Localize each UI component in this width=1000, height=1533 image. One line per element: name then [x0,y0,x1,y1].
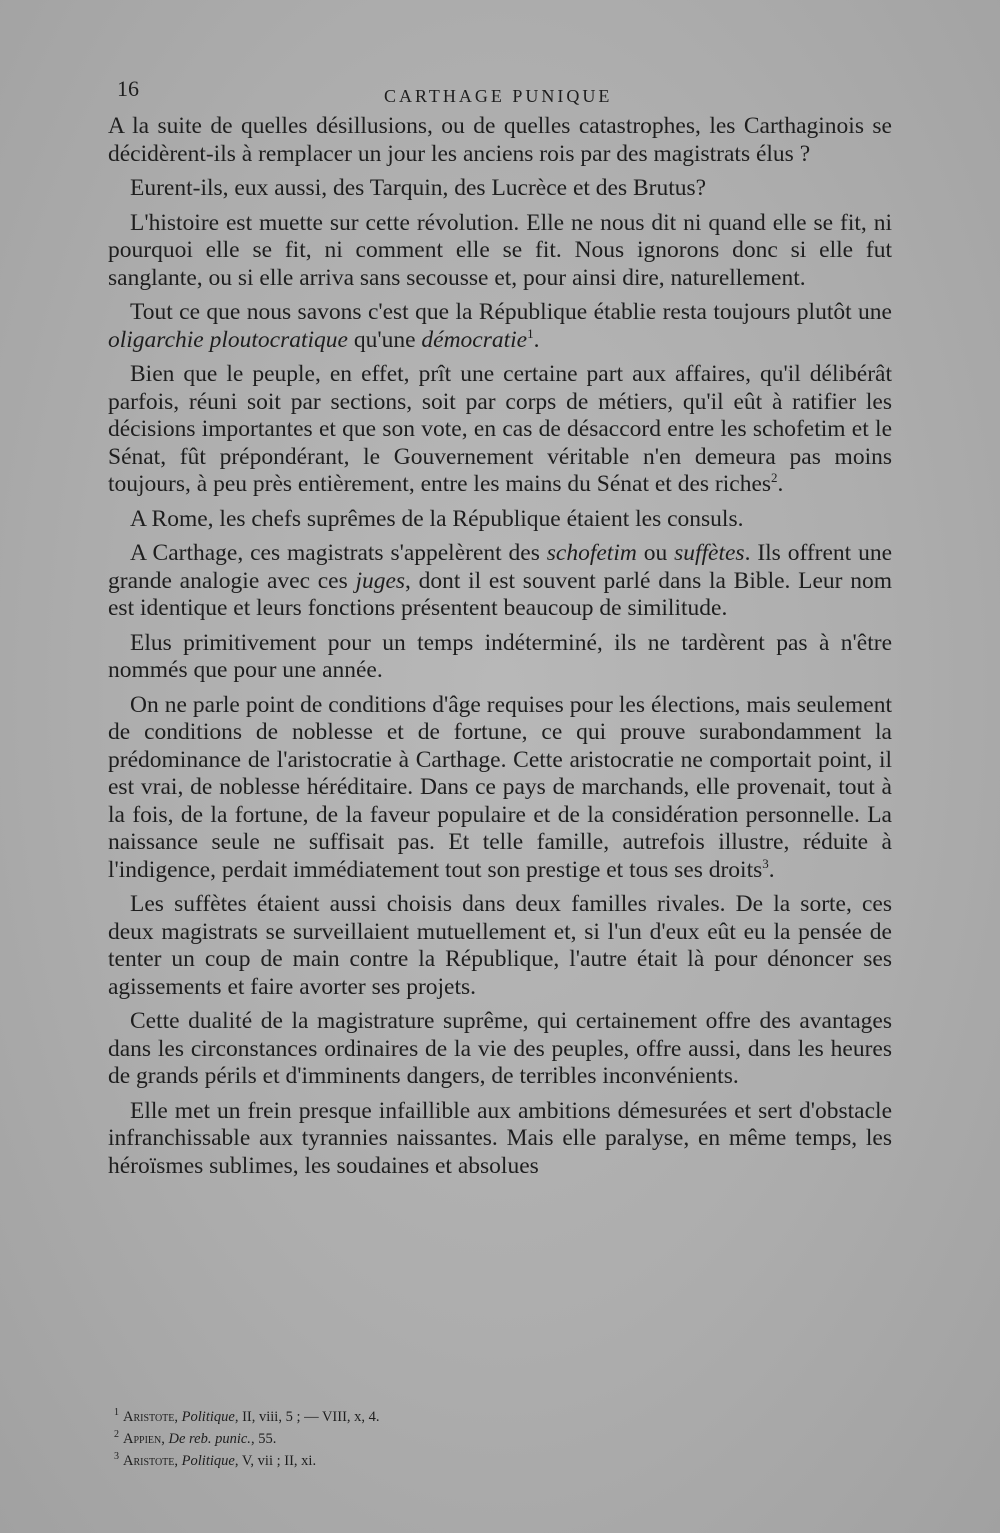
paragraph-2: Eurent-ils, eux aussi, des Tarquin, des Lucrèce et des Brutus? [130,175,707,201]
paragraph-11: Cette dualité de la magistrature suprême, qui certainement offre des avantages dans les circonstances ordinaires de la vie des peuples, offre aussi, dans les heures de grands périls et d'imminents dangers, de terribles inconvénients. [108,1008,892,1089]
paragraph-5: Bien que le peuple, en effet, prît une certaine part aux affaires, qu'il délibérât parfois, réuni soit par sections, soit par corps de métiers, qu'il eût à ratifier les décisions importantes et que son vote, en cas de désaccord entre les schofetim et le Sénat, fût prépondérant, le Gouvernement véritable n'en demeura pas moins toujours, à peu près entièrement, entre les mains du Sénat et des riches$^2$. [108,361,892,497]
footnote-ref-3: 3 [762,855,769,871]
paragraph-12: Elle met un frein presque infaillible aux ambitions démesurées et sert d'obstacle infranchissable aux tyrannies naissantes. Mais elle paralyse, en même temps, les héroïsmes sublimes, les soudaines et absolues [108,1097,892,1179]
paragraph-7: A Carthage, ces magistrats s'appelèrent des schofetim ou suffètes. Ils offrent une grande analogie avec ces juges, dont il est souvent parlé dans la Bible. Leur nom est identique et leurs fonctions présentent beaucoup de similitude. [108,540,893,621]
footnote-ref-1: 1 [527,325,534,341]
page-number: 16 [117,76,139,101]
footnotes [114,1404,614,1469]
body-text [108,113,892,1187]
paragraph-9: On ne parle point de conditions d'âge requises pour les élections, mais seulement de conditions de noblesse et de fortune, ce qui prouve surabondamment la prédominance de l'aristocratie à Carthage. Cette aristocratie ne comportait point, il est vrai, de noblesse héréditaire. Dans ce pays de marchands, elle provenait, tout à la fois, de la fortune, de la faveur populaire et de la considération personnelle. La naissance seule ne suffisait pas. Et telle famille, autrefois illustre, réduite à l'indigence, perdait immédiatement tout son prestige et tous ses droits$^3$. [108,691,892,883]
footnote-2: $^2$ Appien, De reb. punic., 55. [114,1428,277,1447]
footnote-1: $^1$ Aristote, Politique, II, viii, 5 ; — VIII, x, 4. [114,1407,380,1425]
paragraph-10: Les suffètes étaient aussi choisis dans deux familles rivales. De la sorte, ces deux magistrats se surveillaient mutuellement et, si l'un d'eux eût eu la pensée de tenter un coup de main contre la République, l'autre était là pour dénoncer ses agissements et faire avorter ses projets. [108,891,892,1000]
footnote-3: $^3$ Aristote, Politique, V, vii ; II, xi. [114,1450,317,1469]
page-header [0,72,1000,112]
paragraph-6: A Rome, les chefs suprêmes de la République étaient les consuls. [130,505,744,532]
footnote-ref-2: 2 [771,470,778,486]
paragraph-3: L'histoire est muette sur cette révolution. Elle ne nous dit ni quand elle se fit, ni pourquoi elle se fit, ni comment elle se fit. Nous ignorons donc si elle fut sanglante, ou si elle arriva sans secousse et, pour ainsi dire, naturellement. [108,209,892,291]
paragraph-1: A la suite de quelles désillusions, ou de quelles catastrophes, les Carthaginois se décidèrent-ils à remplacer un jour les anciens rois par des magistrats élus ? [108,113,892,167]
paragraph-8: Elus primitivement pour un temps indéterminé, ils ne tardèrent pas à n'être nommés que pour une année. [108,629,892,683]
paragraph-4: Tout ce que nous savons c'est que la République établie resta toujours plutôt une oligarchie ploutocratique qu'une démocratie$^1$. [108,299,892,353]
running-title: CARTHAGE PUNIQUE [384,86,613,106]
